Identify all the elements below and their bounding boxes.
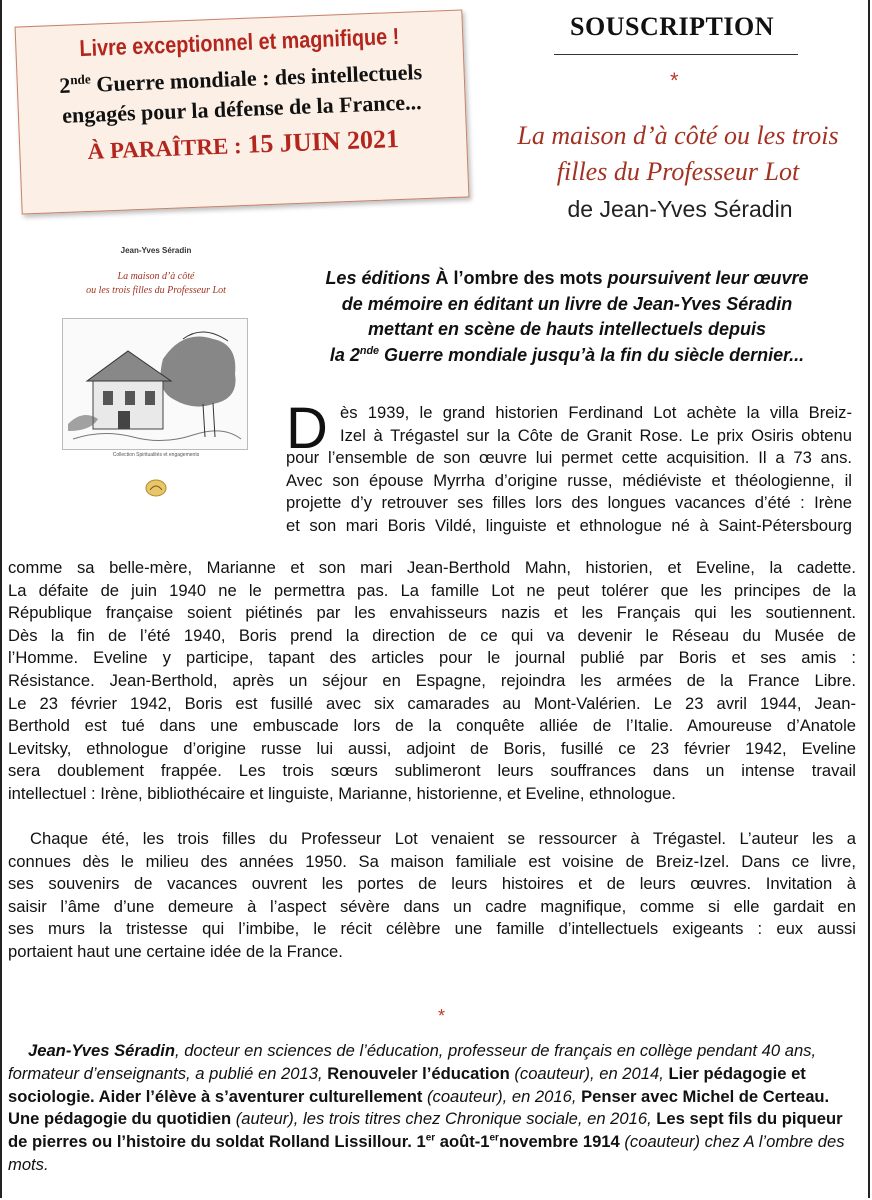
cover-title: La maison d’à côté ou les trois filles du Professeur Lot xyxy=(86,271,226,296)
cover-author: Jean-Yves Séradin xyxy=(120,246,192,255)
intro-paragraph: Les éditions À l’ombre des mots poursuivent leur œuvre de mémoire en éditant un livre de Jean-Yves Séradin mettant en scène de hauts intellectuels depuis la 2nde Guerre mondiale jusqu’à la fin du siècle dernier... xyxy=(325,268,809,365)
promo-line-2: 2nde Guerre mondiale : des intellectuels xyxy=(58,59,423,98)
promo-box xyxy=(15,9,470,214)
page-title: SOUSCRIPTION xyxy=(570,12,774,41)
body-para-1-dropcap: ès 1939, le grand historien Ferdinand Lot achète la villa Breiz- Izel à Trégastel sur la Côte de Granit Rose. Le prix Osiris obtenu xyxy=(340,403,852,445)
cover-collection: Collection Spiritualités et engagements xyxy=(112,452,200,458)
book-title: La maison d’à côté ou les trois filles du Professeur Lot xyxy=(517,121,839,186)
separator-star-2: * xyxy=(438,1006,446,1026)
body-para-1-narrow: pour l’ensemble de son œuvre lui permet cette acquisition. Il a 73 ans. Avec son épouse Myrrha d’origine russe, médiéviste et théologienne, il projette d’y retrouver ses filles lors des longues vacances d’été : Irène et son mari Boris Vildé, linguiste et ethnologue né à Saint-Pétersbourg xyxy=(286,448,852,535)
body-para-2: Chaque été, les trois filles du Professeur Lot venaient se ressourcer à Trégastel. L’auteur les a connues dès le milieu des années 1950. Sa maison familiale est voisine de Breiz-Izel. Dans ce livre, ses souvenirs de vacances ouvrent les portes de leurs histoires et de leurs œuvres. Invitation à saisir l’âme d’une demeure à l’aspect sévère dans un cadre magnifique, comme si elle gardait en ses murs la tristesse qui l’imbibe, le récit célèbre une famille d’intellectuels exigeants : eux aussi portaient haut une certaine idée de la France. xyxy=(8,829,856,961)
separator-star: * xyxy=(670,68,679,93)
cover-illustration xyxy=(62,318,248,450)
title-rule xyxy=(554,54,798,55)
drop-cap: D xyxy=(286,396,328,461)
promo-line-3: engagés pour la défense de la France... xyxy=(61,89,422,128)
promo-headline: Livre exceptionnel et magnifique ! xyxy=(78,22,400,62)
book-cover xyxy=(50,240,262,510)
publisher-logo xyxy=(144,478,168,498)
release-date: 15 JUIN 2021 xyxy=(246,124,400,159)
author-bio: Jean-Yves Séradin, docteur en sciences de l’éducation, professeur de français en collège pendant 40 ans, formateur d’enseignants, a publié en 2013, Renouveler l’éducation (coauteur), en 2014, Lier pédagogie et sociologie. Aider l’élève à s’aventurer culturellement (coauteur), en 2016, Penser avec Michel de Certeau. Une pédagogie du quotidien (auteur), les trois titres chez Chronique sociale, en 2016, Les sept fils du piqueur de pierres ou l’histoire du soldat Rolland Lissillour. 1er août-1ernovembre 1914 (coauteur) chez A l’ombre des mots. xyxy=(8,1041,845,1174)
promo-release: À PARAÎTRE : 15 JUIN 2021 xyxy=(87,124,400,164)
body-para-1-wide: comme sa belle-mère, Marianne et son mari Jean-Berthold Mahn, historien, et Eveline, la cadette. La défaite de juin 1940 ne le permettra pas. La famille Lot ne peut tolérer que les principes de la République française soient piétinés par les envahisseurs nazis et les Français qui les soutiennent. Dès la fin de l’été 1940, Boris prend la direction de ce qui va devenir le Réseau du Musée de l’Homme. Eveline y participe, tapant des articles pour le journal publié par Boris et ses amis : Résistance. Jean-Berthold, après un séjour en Espagne, rejoindra les armées de la France Libre. Le 23 février 1942, Boris est fusillé avec six camarades au Mont-Valérien. Le 23 avril 1944, Jean- Berthold est tué dans une embuscade lors de la conquête alliée de l’Italie. Amoureuse d’Anatole Levitsky, ethnologue d’origine russe lui aussi, adjoint de Boris, fusillé ce 23 février 1942, Eveline sera doublement frappée. Les trois sœurs sublimeront leurs souffrances dans un intense travail intellectuel : Irène, bibliothécaire et linguiste, Marianne, historienne, et Eveline, ethnologue. xyxy=(8,558,856,803)
author-line: de Jean-Yves Séradin xyxy=(567,196,793,222)
